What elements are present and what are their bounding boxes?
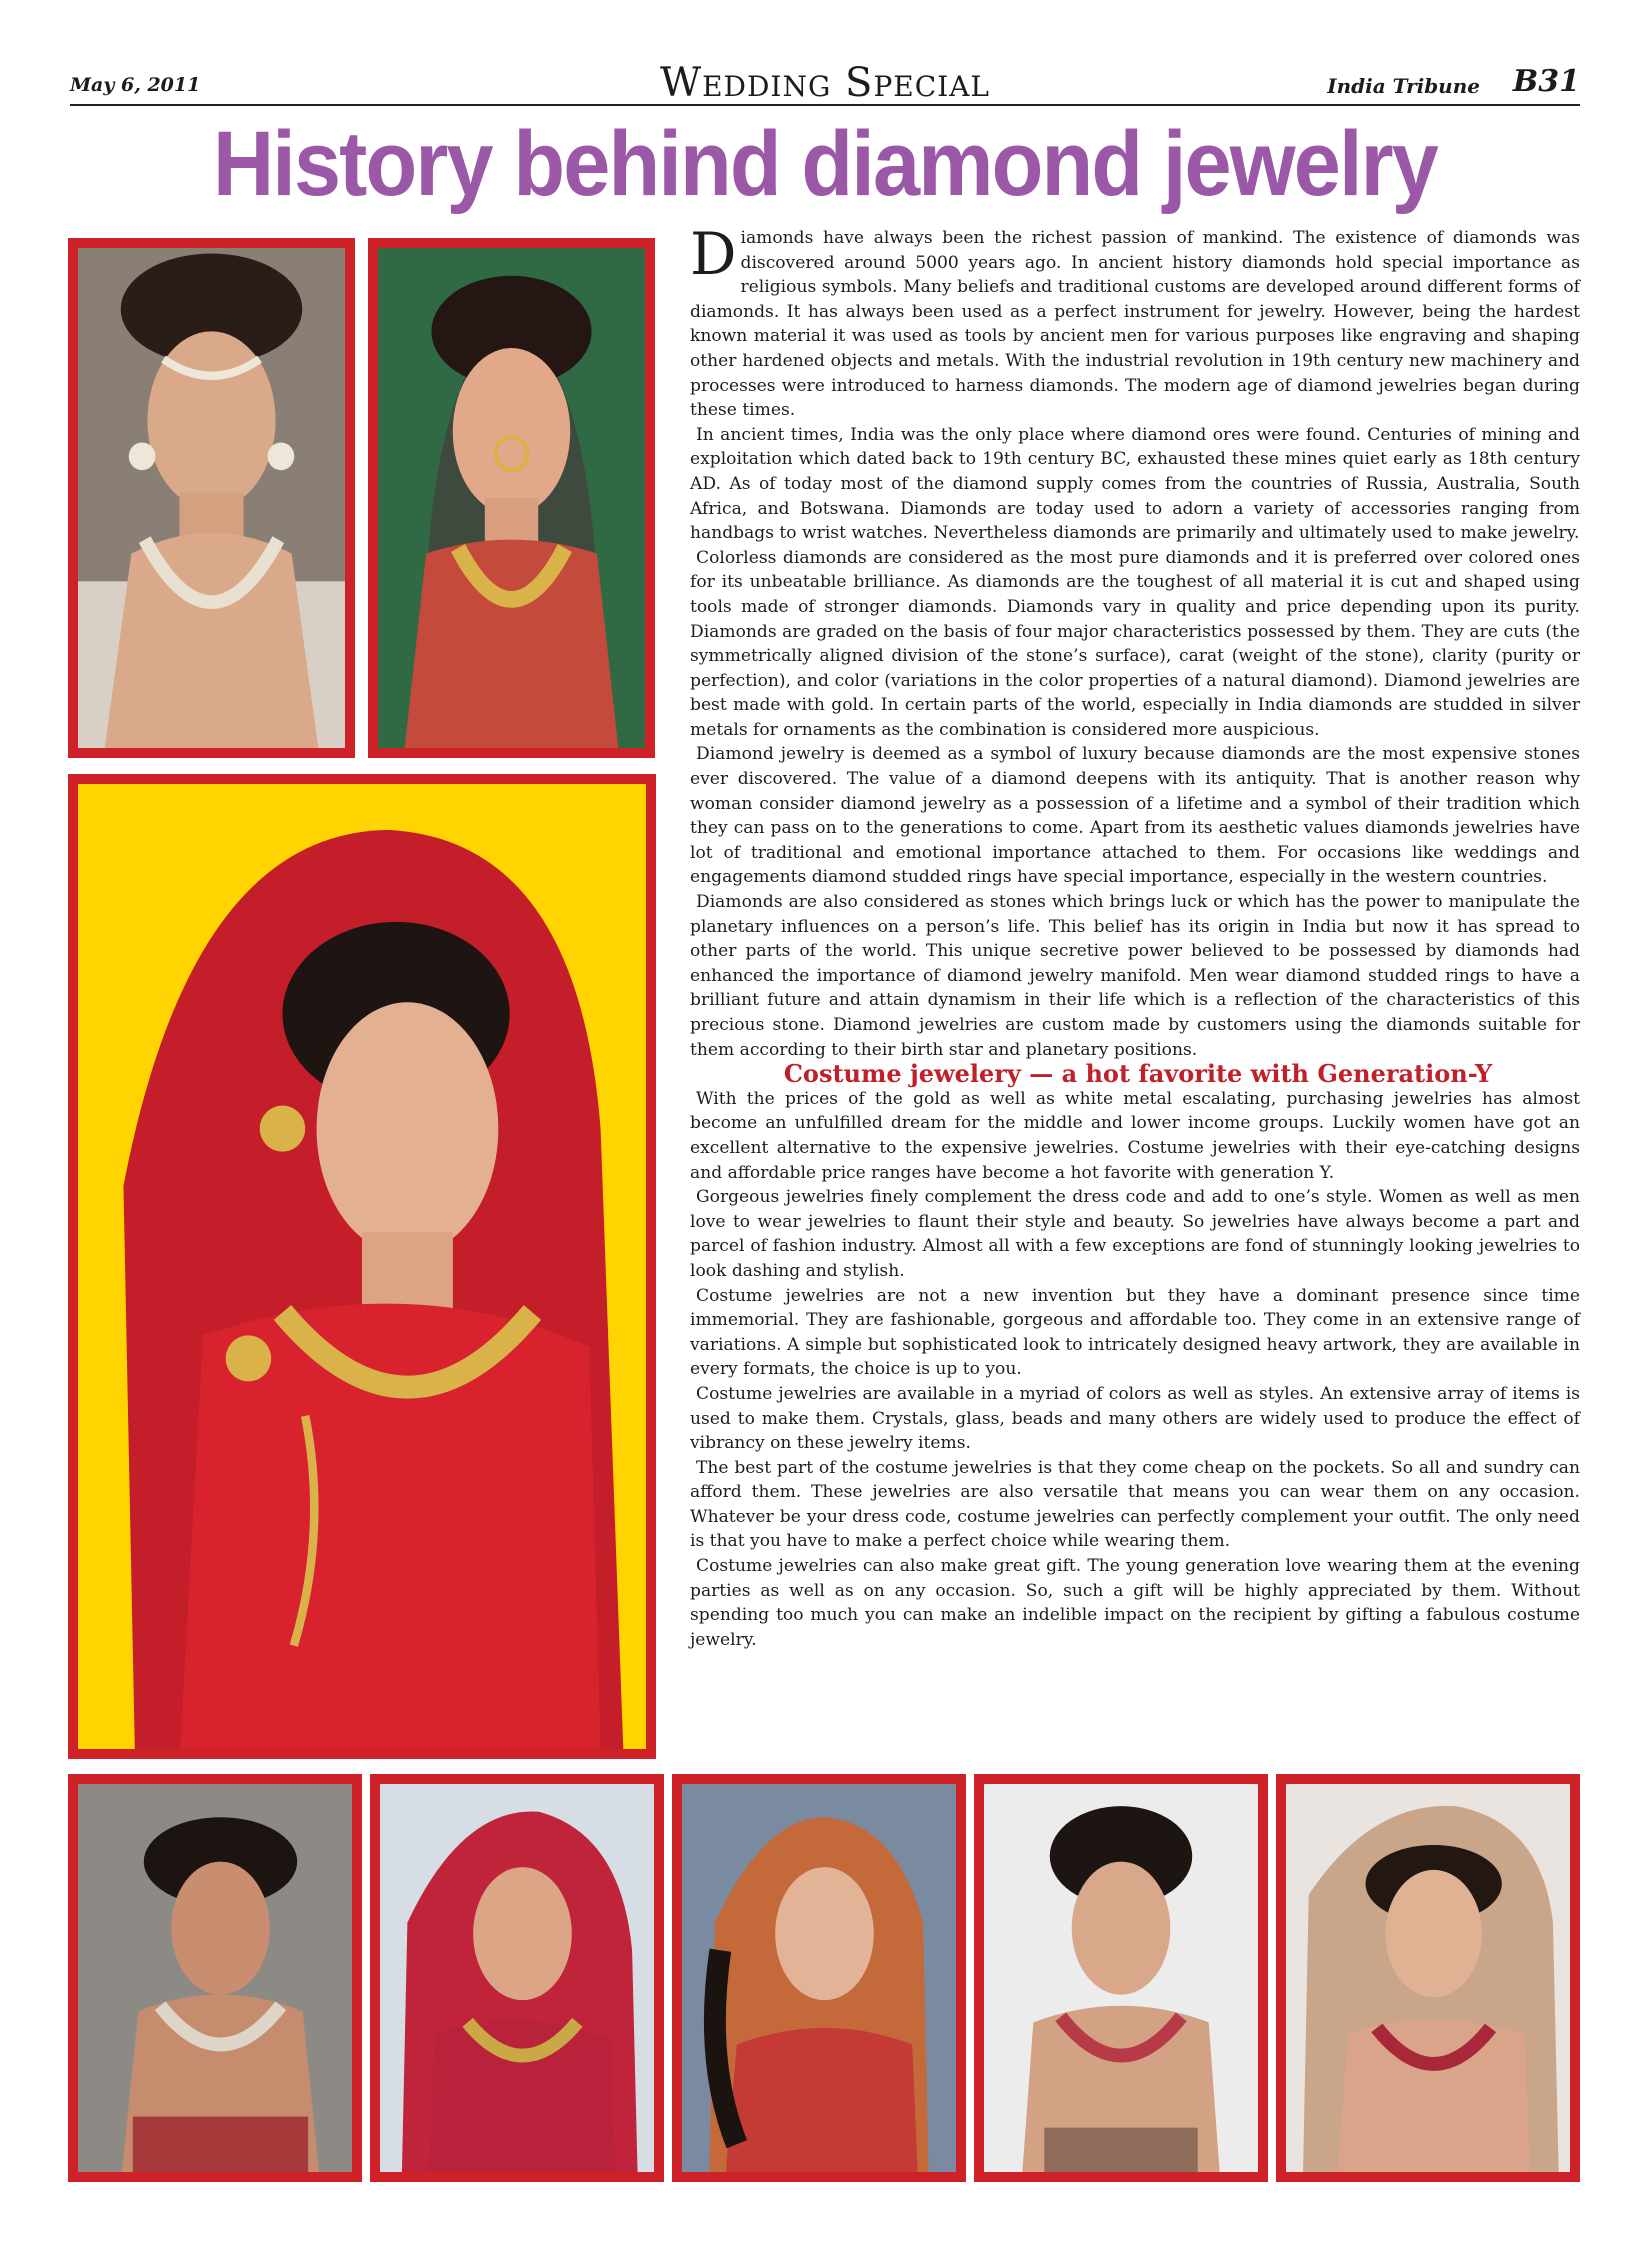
issue-date: May 6, 2011 [70, 74, 201, 96]
article-paragraph: Costume jewelries are not a new invention but they have a dominant presence since time immemorial. They are fashionable, gorgeous and affordable too. They come in an extensive range of variations. A simple but sophisticated look to intricately designed heavy artwork, they are available in every formats, the choice is up to you. [690, 1285, 1580, 1380]
article-paragraph: Diamonds have always been the richest passion of mankind. The existence of diamonds was discovered around 5000 years ago. In ancient history diamonds hold special importance as religious symbols. Many beliefs and traditional customs are developed around different forms of diamonds. It has always been used as a perfect instrument for jewelry. However, being the hardest known material it was used as tools by ancient men for various purposes like engraving and shaping other hardened objects and metals. With the industrial revolution in 19th century new machinery and processes were introduced to harness diamonds. The modern age of diamond jewelries began during these times. [690, 220, 1580, 421]
drop-cap: D [690, 220, 737, 288]
article-paragraph: Colorless diamonds are considered as the most pure diamonds and it is preferred over colored ones for its unbeatable brilliance. As diamonds are the toughest of all material it is cut and shaped using tools made of stronger diamonds. Diamonds vary in quality and price depending upon its purity. Diamonds are graded on the basis of four major characteristics possessed by them. They are cuts (the symmetrically aligned division of the stone’s surface), carat (weight of the stone), clarity (purity or perfection), and color (variations in the color properties of a natural diamond). Diamond jewelries are best made with gold. In certain parts of the world, especially in India diamonds are studded in silver metals for ornaments as the combination is considered more auspicious. [690, 547, 1580, 740]
bride-photo-7 [1276, 1774, 1580, 2182]
bride-photo-2 [368, 238, 655, 758]
article-paragraph: Diamonds are also considered as stones which brings luck or which has the power to manipulate the planetary influences on a person’s life. This belief has its origin in India but now it has spread to other parts of the world. This unique secretive power believed to be possessed by diamonds had enhanced the importance of diamond jewelry manifold. Men wear diamond studded rings to have a brilliant future and attain dynamism in their life which is a reflection of the characteristics of this precious stone. Diamond jewelries are custom made by customers using the diamonds suitable for them according to their birth star and planetary positions. [690, 892, 1580, 1060]
bride-photo-5 [672, 1774, 966, 2182]
page-header [70, 60, 1580, 106]
bride-photo-4 [370, 1774, 664, 2182]
article-paragraph: Diamond jewelry is deemed as a symbol of luxury because diamonds are the most expensive stones ever discovered. The value of a diamond deepens with its antiquity. That is another reason why woman consider diamond jewelry as a possession of a lifetime and a symbol of their tradition which they can pass on to the generations to come. Apart from its aesthetic values diamonds jewelries have lot of traditional and emotional importance attached to them. For occasions like weddings and engagements diamond studded rings have special importance, especially in the western countries. [690, 744, 1580, 888]
page-number: B31 [1512, 64, 1580, 99]
bride-photo-1 [68, 238, 355, 758]
article-paragraph: With the prices of the gold as well as white metal escalating, purchasing jewelries has almost become an unfulfilled dream for the middle and lower income groups. Luckily women have got an excellent alternative to the expensive jewelries. Costume jewelries with their eye-catching designs and affordable price ranges have become a hot favorite with generation Y. [690, 1088, 1580, 1183]
article-paragraph: Costume jewelries can also make great gift. The young generation love wearing them at the evening parties as well as on any occasion. So, such a gift will be highly appreciated by them. Without spending too much you can make an indelible impact on the recipient by gifting a fabulous costume jewelry. [690, 1556, 1580, 1650]
article-paragraph: Gorgeous jewelries finely complement the dress code and add to one’s style. Women as well as men love to wear jewelries to flaunt their style and beauty. So jewelries have always become a part and parcel of fashion industry. Almost all with a few exceptions are fond of stunningly looking jewelries to look dashing and stylish. [690, 1187, 1580, 1281]
section-title: Wedding Special [659, 60, 991, 106]
bride-photo-6 [974, 1774, 1268, 2182]
article-paragraph: The best part of the costume jewelries is that they come cheap on the pockets. So all and sundry can afford them. These jewelries are also versatile that means you can wear them on any occasion. Whatever be your dress code, costume jewelries can perfectly complement your outfit. The only need is that you have to make a perfect choice while wearing them. [690, 1457, 1580, 1552]
article-paragraph: Costume jewelries are available in a myriad of colors as well as styles. An extensive array of items is used to make them. Crystals, glass, beads and many others are widely used to produce the effect of vibrancy on these jewelry items. [690, 1383, 1580, 1454]
subheading: Costume jewelery — a hot favorite with Generation-Y [783, 1059, 1493, 1089]
feature-bride-photo [68, 774, 656, 1759]
article-body [690, 220, 1580, 1652]
newspaper-name: India Tribune [1327, 74, 1480, 98]
bride-photo-3 [68, 1774, 362, 2182]
headline: History behind diamond jewelry [212, 113, 1438, 215]
article-paragraph: In ancient times, India was the only place where diamond ores were found. Centuries of mining and exploitation which dated back to 19th century BC, exhausted these mines quiet early as 18th century AD. As of today most of the diamond supply comes from the countries of Russia, Australia, South Africa, and Botswana. Diamonds are today used to adorn a variety of accessories ranging from handbags to wrist watches. Nevertheless diamonds are primarily and ultimately used to make jewelry. [690, 424, 1580, 544]
